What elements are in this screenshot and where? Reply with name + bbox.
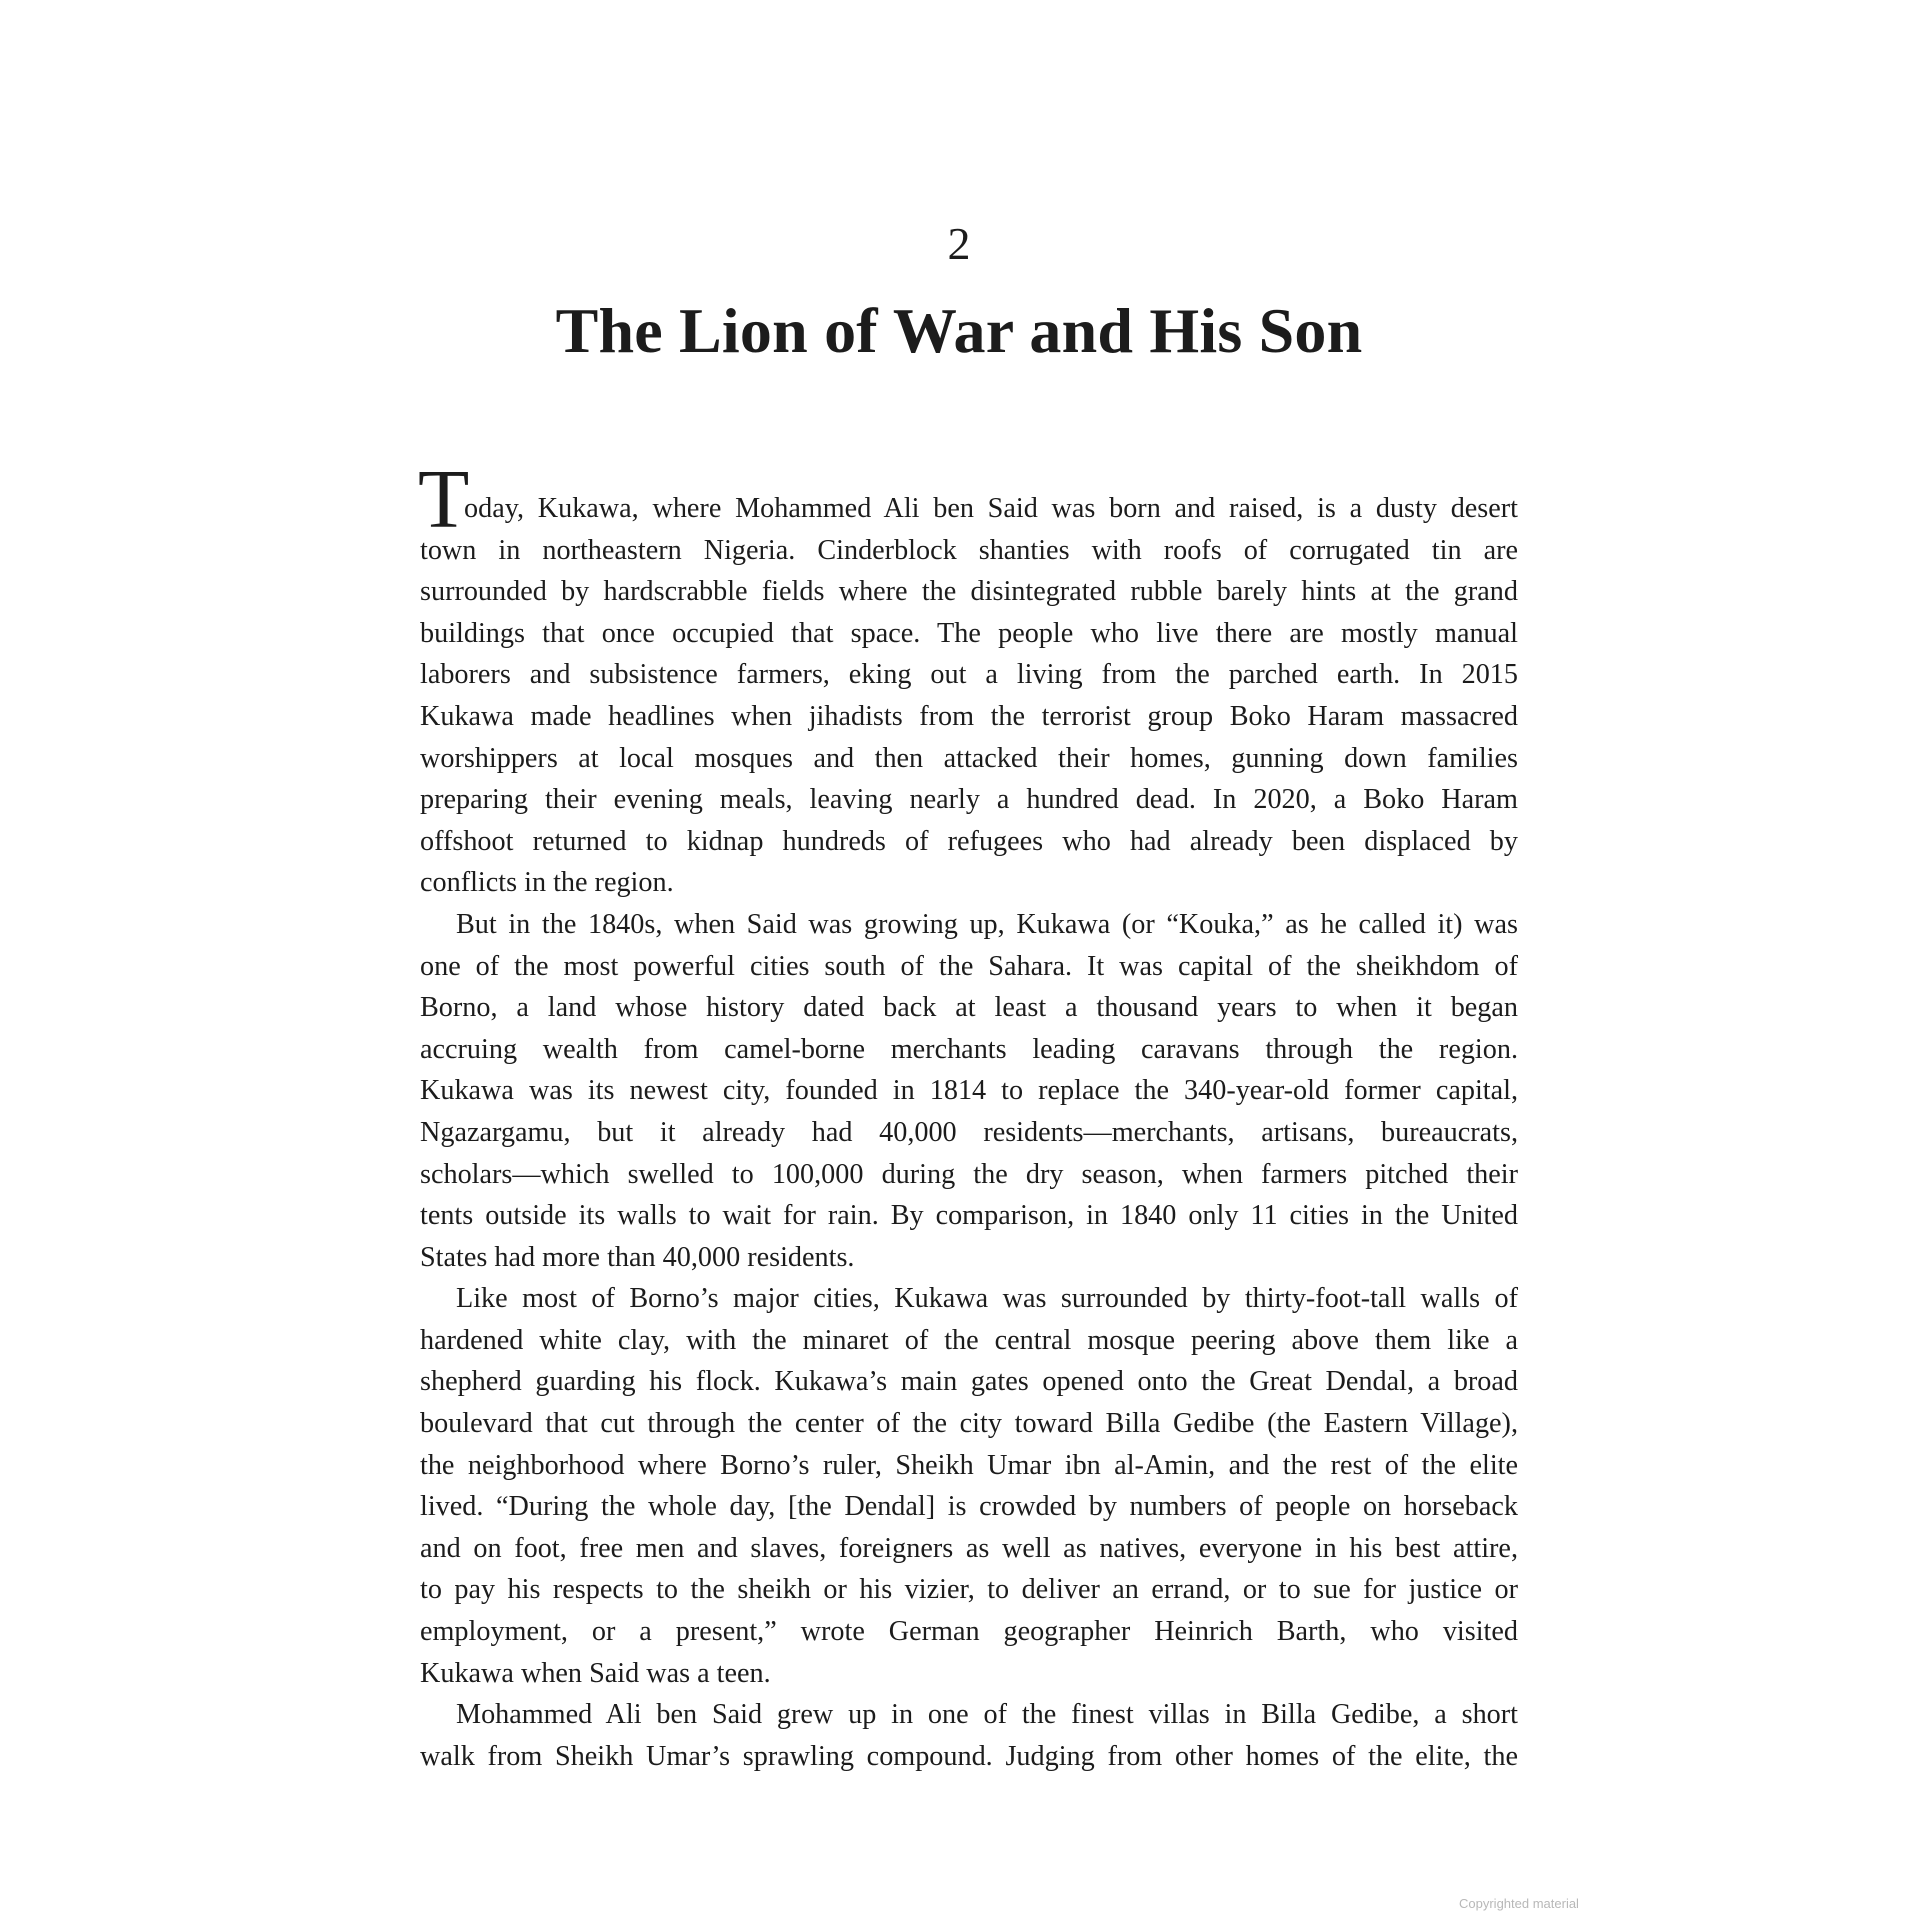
body-line: T oday, Kukawa, where Mohammed Ali ben Said was born and raised, is a dusty desert — [418, 453, 1518, 546]
body-line: boulevard that cut through the center of the city toward Billa Gedibe (the Eastern Village), — [420, 1408, 1518, 1440]
paragraph-1 — [418, 453, 1518, 904]
body-line: worshippers at local mosques and then attacked their homes, gunning down families — [420, 742, 1518, 774]
drop-cap: T — [418, 453, 470, 546]
body-line: accruing wealth from camel-borne merchants leading caravans through the region. — [420, 1033, 1518, 1065]
body-line: conflicts in the region. — [420, 867, 674, 899]
body-line: offshoot returned to kidnap hundreds of refugees who had already been displaced by — [420, 825, 1518, 857]
paragraph-3 — [420, 1278, 1518, 1694]
paragraph-2 — [420, 904, 1518, 1278]
body-line: Ngazargamu, but it already had 40,000 residents—merchants, artisans, bureaucrats, — [420, 1116, 1518, 1148]
body-line: Borno, a land whose history dated back at least a thousand years to when it began — [420, 992, 1518, 1024]
body-line: one of the most powerful cities south of the Sahara. It was capital of the sheikhdom of — [420, 950, 1518, 982]
body-line: shepherd guarding his flock. Kukawa’s main gates opened onto the Great Dendal, a broad — [420, 1366, 1518, 1398]
body-text — [418, 453, 1518, 1777]
body-line: preparing their evening meals, leaving nearly a hundred dead. In 2020, a Boko Haram — [420, 784, 1518, 816]
body-line: hardened white clay, with the minaret of the central mosque peering above them like a — [420, 1324, 1518, 1356]
body-line: But in the 1840s, when Said was growing up, Kukawa (or “Kouka,” as he called it) was — [456, 908, 1518, 940]
body-line: Kukawa when Said was a teen. — [420, 1657, 771, 1689]
body-line: lived. “During the whole day, [the Dendal] is crowded by numbers of people on horseback — [420, 1491, 1518, 1523]
body-line: laborers and subsistence farmers, eking out a living from the parched earth. In 2015 — [420, 659, 1518, 691]
body-line: Kukawa made headlines when jihadists from the terrorist group Boko Haram massacred — [420, 700, 1518, 732]
body-line: Like most of Borno’s major cities, Kukawa was surrounded by thirty-foot-tall walls of — [456, 1283, 1518, 1315]
chapter-title: The Lion of War and His Son — [555, 295, 1363, 366]
body-line: walk from Sheikh Umar’s sprawling compound. Judging from other homes of the elite, the — [420, 1740, 1518, 1772]
body-line: town in northeastern Nigeria. Cinderblock shanties with roofs of corrugated tin are — [420, 534, 1518, 566]
body-line: tents outside its walls to wait for rain. By comparison, in 1840 only 11 cities in the United — [420, 1200, 1518, 1232]
body-line: Mohammed Ali ben Said grew up in one of the finest villas in Billa Gedibe, a short — [456, 1699, 1518, 1731]
copyright-notice: Copyrighted material — [1459, 1896, 1579, 1911]
body-line: States had more than 40,000 residents. — [420, 1241, 855, 1273]
body-line: Kukawa was its newest city, founded in 1814 to replace the 340-year-old former capital, — [420, 1075, 1518, 1107]
body-line: to pay his respects to the sheikh or his vizier, to deliver an errand, or to sue for justice or — [420, 1574, 1518, 1606]
body-line: and on foot, free men and slaves, foreigners as well as natives, everyone in his best attire, — [420, 1532, 1518, 1564]
body-line: employment, or a present,” wrote German geographer Heinrich Barth, who visited — [420, 1616, 1518, 1648]
chapter-number: 2 — [947, 218, 971, 269]
paragraph-4 — [420, 1694, 1518, 1777]
body-line: surrounded by hardscrabble fields where the disintegrated rubble barely hints at the grand — [420, 576, 1518, 608]
body-line: buildings that once occupied that space. The people who live there are mostly manual — [420, 617, 1518, 649]
body-line: the neighborhood where Borno’s ruler, Sheikh Umar ibn al-Amin, and the rest of the elite — [420, 1449, 1518, 1481]
body-line: scholars—which swelled to 100,000 during the dry season, when farmers pitched their — [420, 1158, 1518, 1190]
